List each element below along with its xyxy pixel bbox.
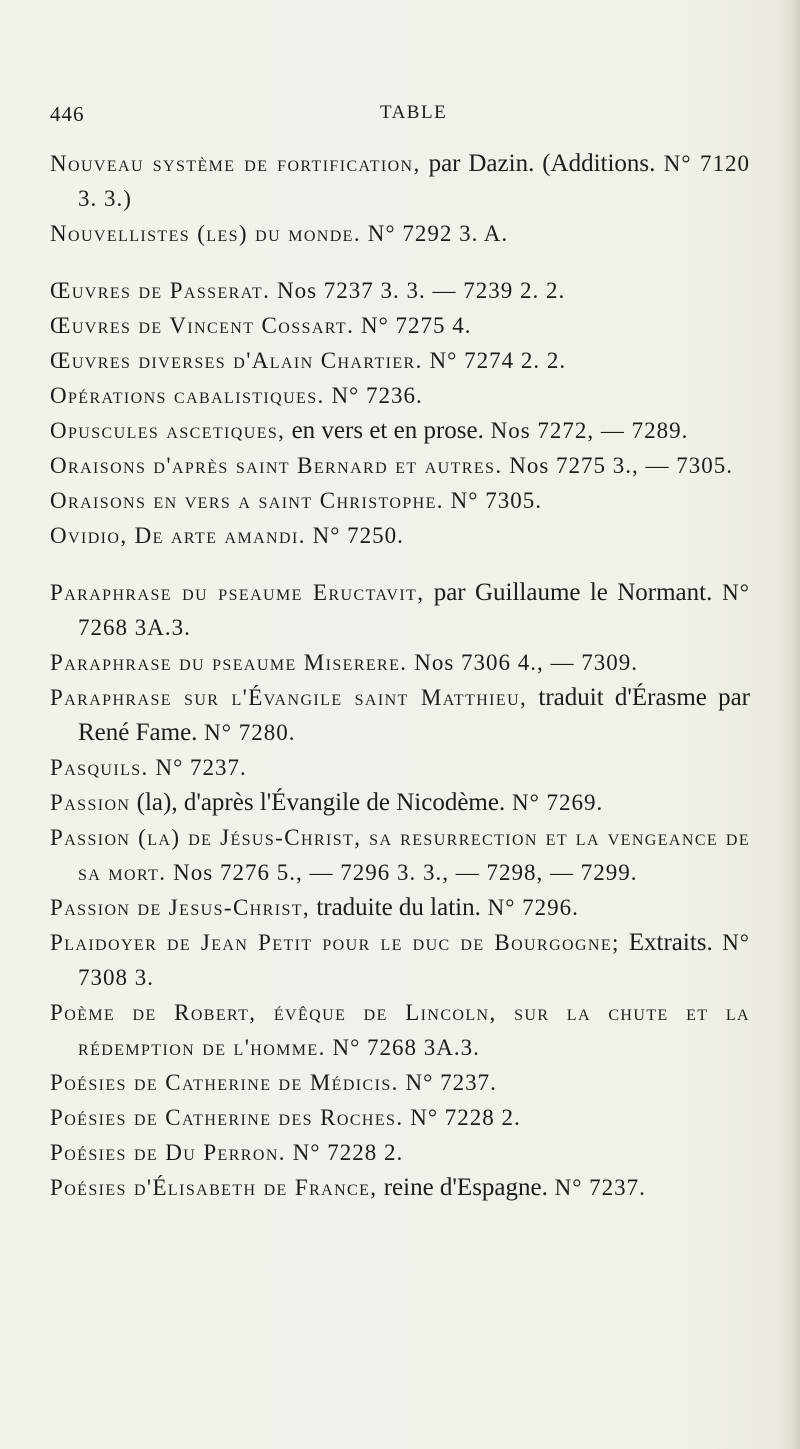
entry-description: traduite du latin. xyxy=(310,894,481,921)
index-entry xyxy=(50,483,750,518)
entry-reference: N° 7250. xyxy=(305,523,404,548)
entry-reference: N° 7268 3A.3. xyxy=(325,1035,480,1060)
entry-reference: Nos 7272, — 7289. xyxy=(483,418,689,443)
entry-description: (la), d'après l'Évangile de Nicodème. xyxy=(130,789,506,816)
entry-heading: Oraisons d'après saint Bernard et autres. xyxy=(50,453,503,478)
index-entry xyxy=(50,146,750,216)
entry-description: traduit d'Érasme par René Fame. xyxy=(78,684,750,746)
entry-heading: Œuvres de Passerat. xyxy=(50,278,271,303)
entry-reference: N° 7120 3. 3.) xyxy=(78,151,750,211)
entry-reference: N° 7292 3. A. xyxy=(361,221,509,246)
entry-reference: Nos 7306 4., — 7309. xyxy=(407,650,639,675)
entry-heading: Opuscules ascetiques, xyxy=(50,418,286,443)
entry-heading: Passion xyxy=(50,790,131,815)
entry-heading: Paraphrase du pseaume Eructavit, xyxy=(50,580,425,605)
entry-heading: Poésies de Catherine de Médicis. xyxy=(50,1070,399,1095)
page-number: 446 xyxy=(50,102,85,126)
index-entry xyxy=(50,890,750,925)
index-entry xyxy=(50,1065,750,1100)
entry-heading: Poème de Robert, évêque de Lincoln, sur la chute et la rédemption de l'homme. xyxy=(50,1000,750,1060)
entry-reference: N° 7275 4. xyxy=(354,313,472,338)
entry-reference: N° 7269. xyxy=(505,790,604,815)
index-entry xyxy=(50,343,750,378)
index-entry xyxy=(50,750,750,785)
page-header xyxy=(0,100,800,140)
index-entry xyxy=(50,1100,750,1135)
index-entry xyxy=(50,413,750,448)
entry-heading: Poésies d'Élisabeth de France, xyxy=(50,1175,378,1200)
index-entry xyxy=(50,1135,750,1170)
entry-description: reine d'Espagne. xyxy=(377,1174,548,1201)
index-entry xyxy=(50,820,750,890)
entry-heading: Œuvres diverses d'Alain Chartier. xyxy=(50,348,423,373)
index-entry xyxy=(50,378,750,413)
index-entry xyxy=(50,995,750,1065)
entry-reference: N° 7308 3. xyxy=(78,930,750,990)
index-entry xyxy=(50,925,750,995)
entry-heading: Nouveau système de fortification, xyxy=(50,151,421,176)
entry-description: par Dazin. (Additions. xyxy=(420,150,656,177)
entry-description: Extraits. xyxy=(619,929,713,956)
entry-reference: N° 7237. xyxy=(398,1070,497,1095)
entry-reference: N° 7237. xyxy=(547,1175,646,1200)
index-entry xyxy=(50,448,750,483)
entry-heading: Oraisons en vers a saint Christophe. xyxy=(50,488,444,513)
index-entry xyxy=(50,645,750,680)
entry-heading: Paraphrase sur l'Évangile saint Matthieu, xyxy=(50,685,528,710)
entry-heading: Œuvres de Vincent Cossart. xyxy=(50,313,355,338)
entry-reference: N° 7228 2. xyxy=(403,1105,521,1130)
entry-heading: Plaidoyer de Jean Petit pour le duc de Bourgogne; xyxy=(50,930,620,955)
entry-heading: Passion (la) de Jésus-Christ, sa resurrection et la vengeance de sa mort. xyxy=(50,825,750,885)
index-entry xyxy=(50,308,750,343)
index-entry xyxy=(50,680,750,750)
entry-description: en vers et en prose. xyxy=(285,417,484,444)
entry-reference: N° 7228 2. xyxy=(285,1140,404,1165)
entry-description: par Guillaume le Normant. xyxy=(424,579,713,606)
index-entries xyxy=(50,146,750,1205)
entry-heading: Nouvellistes (les) du monde. xyxy=(50,221,362,246)
index-entry xyxy=(50,575,750,645)
entry-reference: Nos 7237 3. 3. — 7239 2. 2. xyxy=(270,278,566,303)
entry-heading: Opérations cabalistiques. xyxy=(50,383,325,408)
entry-heading: Pasquils. xyxy=(50,755,149,780)
entry-reference: N° 7268 3A.3. xyxy=(78,580,750,640)
entry-heading: Poésies de Du Perron. xyxy=(50,1140,286,1165)
page-edge-shadow xyxy=(778,0,800,1449)
entry-reference: Nos 7276 5., — 7296 3. 3., — 7298, — 7299. xyxy=(166,860,638,885)
entry-reference: N° 7280. xyxy=(197,720,296,745)
index-entry xyxy=(50,216,750,251)
entry-reference: N° 7237. xyxy=(148,755,247,780)
entry-heading: Paraphrase du pseaume Miserere. xyxy=(50,650,408,675)
entry-reference: N° 7305. xyxy=(443,488,542,513)
index-entry xyxy=(50,1170,750,1205)
entry-reference: Nos 7275 3., — 7305. xyxy=(502,453,734,478)
index-entry xyxy=(50,273,750,308)
running-head: TABLE xyxy=(380,102,448,123)
entry-heading: Ovidio, De arte amandi. xyxy=(50,523,306,548)
entry-heading: Passion de Jesus-Christ, xyxy=(50,895,311,920)
index-entry xyxy=(50,518,750,553)
entry-reference: N° 7296. xyxy=(480,895,579,920)
entry-heading: Poésies de Catherine des Roches. xyxy=(50,1105,404,1130)
entry-reference: N° 7274 2. 2. xyxy=(422,348,567,373)
entry-reference: N° 7236. xyxy=(324,383,423,408)
index-entry xyxy=(50,785,750,820)
